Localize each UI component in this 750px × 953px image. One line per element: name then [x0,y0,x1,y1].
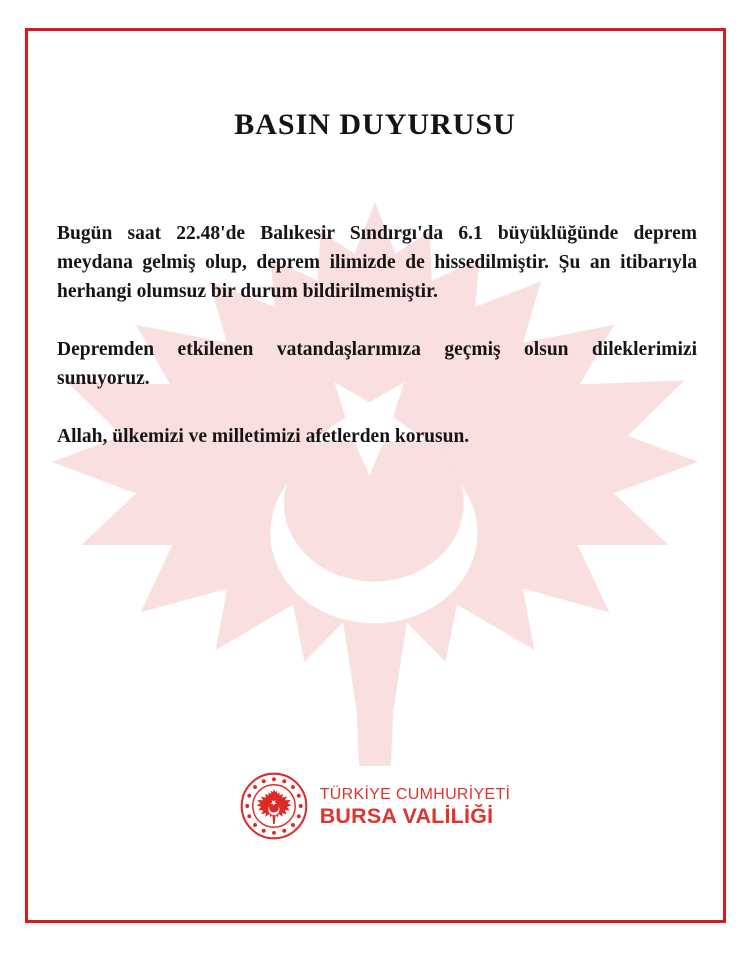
org-country-label: TÜRKİYE CUMHURİYETİ [319,785,511,803]
body-paragraph: Bugün saat 22.48'de Balıkesir Sındırgı'da 6.1 büyüklüğünde deprem meydana gelmiş olup, deprem ilimizde de hissedilmiştir. Şu an itibarıyla herhangi olumsuz bir durum bildirilmemiştir. [57,223,697,302]
body-text [57,219,697,480]
org-governorship-label: BURSA VALİLİĞİ [319,803,494,828]
interior-ministry-emblem-icon [240,772,308,840]
governorship-name [320,785,511,828]
body-paragraph: Allah, ülkemizi ve milletimizi afetlerden korusun. [57,426,470,447]
body-paragraph: Depremden etkilenen vatandaşlarımıza geçmiş olsun dileklerimizi sunuyoruz. [57,339,697,389]
page-title: BASIN DUYURUSU [234,108,516,141]
governorship-logo [0,772,750,840]
